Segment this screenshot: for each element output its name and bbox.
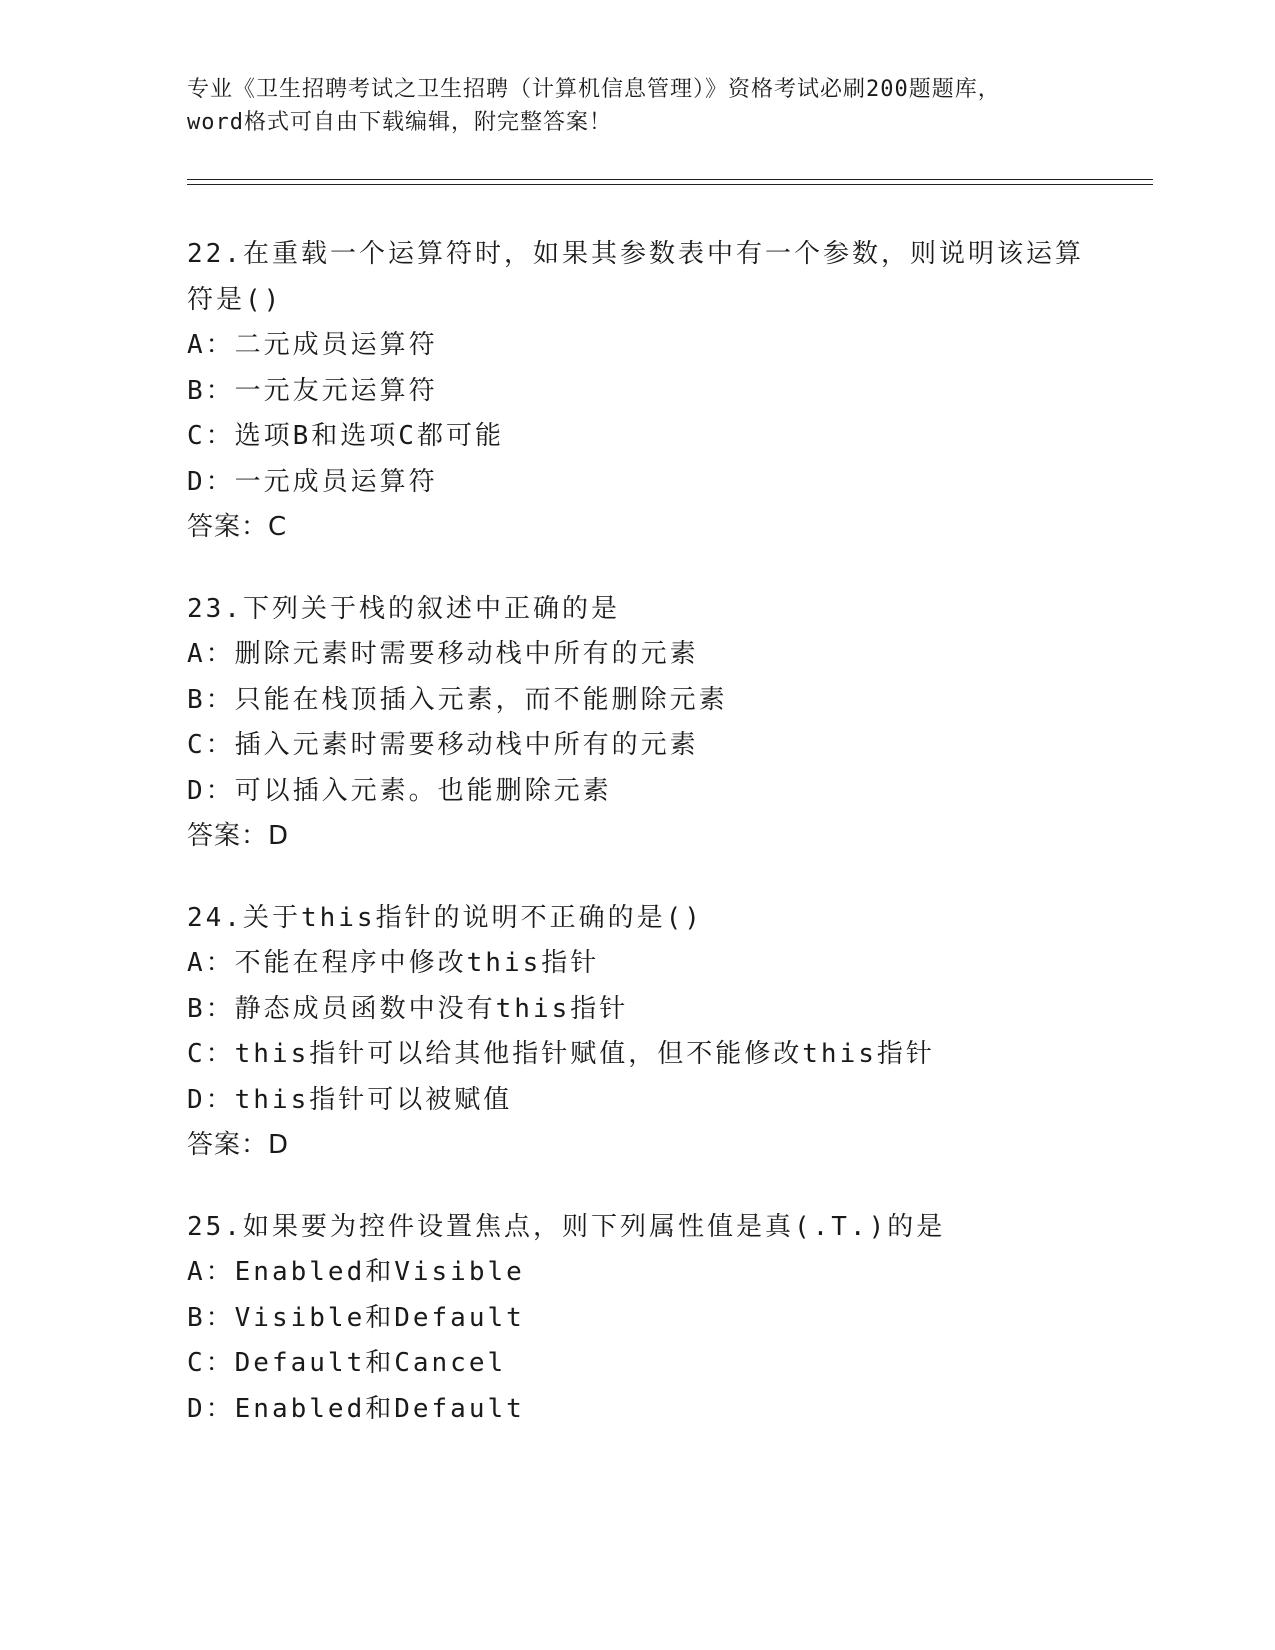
question-22-answer: 答案：C	[187, 512, 288, 542]
question-23-text: 23.下列关于栈的叙述中正确的是	[187, 593, 620, 624]
header-line-2: word格式可自由下载编辑，附完整答案！	[187, 110, 612, 135]
question-23-option-b: B：只能在栈顶插入元素，而不能删除元素	[187, 684, 728, 715]
question-24	[187, 896, 1147, 1169]
question-24-option-c: C：this指针可以给其他指针赋值，但不能修改this指针	[187, 1039, 935, 1069]
question-list	[187, 232, 1147, 1468]
question-23-answer: 答案：D	[187, 821, 290, 851]
question-25-text: 25.如果要为控件设置焦点，则下列属性值是真(.T.)的是	[187, 1211, 946, 1242]
question-25-option-c: C：Default和Cancel	[187, 1348, 507, 1378]
question-25-option-d: D：Enabled和Default	[187, 1393, 525, 1424]
question-22-option-b: B：一元友元运算符	[187, 375, 438, 406]
question-23	[187, 587, 1147, 860]
header-divider-bottom	[187, 184, 1153, 185]
header-line-1: 专业《卫生招聘考试之卫生招聘（计算机信息管理）》资格考试必刷200题题库，	[187, 77, 1001, 102]
question-24-option-a: A：不能在程序中修改this指针	[187, 948, 600, 978]
question-25-option-b: B：Visible和Default	[187, 1302, 525, 1333]
question-22-text-line-2: 符是()	[187, 284, 283, 315]
question-24-answer: 答案：D	[187, 1130, 290, 1160]
question-24-option-b: B：静态成员函数中没有this指针	[187, 993, 629, 1024]
question-22-option-d: D：一元成员运算符	[187, 466, 438, 497]
document-header	[187, 73, 1087, 139]
question-22-option-a: A：二元成员运算符	[187, 330, 438, 360]
question-25-option-a: A：Enabled和Visible	[187, 1257, 525, 1287]
question-23-option-a: A：删除元素时需要移动栈中所有的元素	[187, 639, 699, 669]
question-24-option-d: D：this指针可以被赋值	[187, 1084, 513, 1115]
question-25	[187, 1205, 1147, 1433]
question-23-option-d: D：可以插入元素。也能删除元素	[187, 775, 612, 806]
header-divider-top	[187, 179, 1153, 180]
question-24-text: 24.关于this指针的说明不正确的是()	[187, 902, 703, 933]
question-22-text-line-1: 22.在重载一个运算符时，如果其参数表中有一个参数，则说明该运算	[187, 239, 1084, 269]
question-22	[187, 232, 1147, 551]
question-22-option-c: C：选项B和选项C都可能	[187, 421, 504, 451]
question-23-option-c: C：插入元素时需要移动栈中所有的元素	[187, 730, 699, 760]
